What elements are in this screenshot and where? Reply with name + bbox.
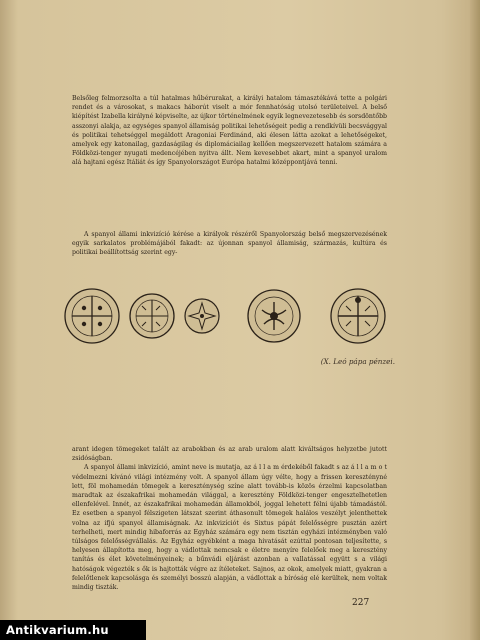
page-number: 227 [352,598,370,608]
paragraph: arant idegen tömegeket talált az arabokban és az arab uralom alatt kiváltságos helyzetbe jutott zsidóságban. [72,446,387,463]
page-edge [470,0,480,640]
paragraph: A spanyol állami inkvizíció kérése a királyok részéről Spanyolország belső megszervezésének egyik sarkalatos problémájából fakadt: az újonnan spanyol államiság, származás, kultúra és politikai beállítottság szerint egy- [72,231,387,257]
coin-image [331,289,385,343]
coin-image [185,299,219,333]
paragraph: A spanyol állami inkvizíció, amint neve is mutatja, az á l l a m érdekéből fakadt s az á l l a m o t védelmezni kívánó világi intézmény volt. A spanyol állam úgy vélte, hogy a frissen keresztényné lett, föl mohamedán tömegek a kereszténység színe alatt tovább-is közös érzelmi kapcsolatban maradtak az északafrikai mohamedán világgal, a keresztény Földközi-tenger engesztelhetetlen ellenfelével. Innét, az északafrikai mohamedán államokból, joggal lehetett félni újabb támadástól. Ez esetben a spanyol félszigeten látszat szerint áthasonult tömegek halálos veszélyt jelenthettek volna az ifjú spanyol államiságnak. Az inkvizíciót és Sixtus pápát felelősségre pusztán azért terhelheti, mert mindig hibaforrás az Egyház számára egy nem tisztán egyházi intézményben való túlságos felelősségvállalás. Az Egyház egyébként a maga hivatását ezúttal pontosan teljesítette, s helyesen állapította meg, hogy a vádlottak nemcsak e életre menyíre felelőek meg a keresztény tanítás és élet követelményeinek; a bűnvádi eljárást azonban a vallatással együtt s a világi hatóságok végezték s ők is hajtották végre az ítéleteket. Sajnos, az okok, amelyek miatt, gyakran a felelőtlenek kapcsolásga és személyi bosszú alapján, a vádlottak a bíróság elé kerültek, nem voltak mindig tiszták. [72,464,387,592]
watermark: Antikvarium.hu [0,620,146,640]
figure-caption: (X. Leó pápa pénzei. [320,357,395,366]
text-block-bottom [72,445,387,592]
coin-image [248,290,300,342]
text-block-top [72,94,387,168]
coin-image [65,289,119,343]
coin-illustrations [62,286,387,346]
coin-image [130,294,174,338]
paragraph: Belsőleg felmorzsolta a túl hatalmas hűbérurakat, a királyi hatalom támasztékává tette a polgári rendet és a városokat, s makacs háborút viselt a mór fennhatóság utolsó területeivel. A belső kiépítést Izabella királyné képviselte, az újkor történelmének egyik legnevezetesebb és sorsdöntőbb asszonyi alakja, az egységes spanyol államiság politikai lehetőségeit pedig a rendkívüli becsvággyal és politikai tehetséggel megáldott Aragoniai Ferdinánd, aki élesen látta azokat a lehetőségeket, amelyek egy katonailag, gazdaságilag és diplomáciailag kellően megszervezett hatalom számára a Földközi-tenger nyugati medencéjében nyitva állt. Nem kevesebbet akart, mint a spanyol uralom alá hajtani egész Itáliát és így Spanyolországot Európa hatalmi középpontjává tenni. [72,95,387,167]
text-block-middle [72,230,387,258]
